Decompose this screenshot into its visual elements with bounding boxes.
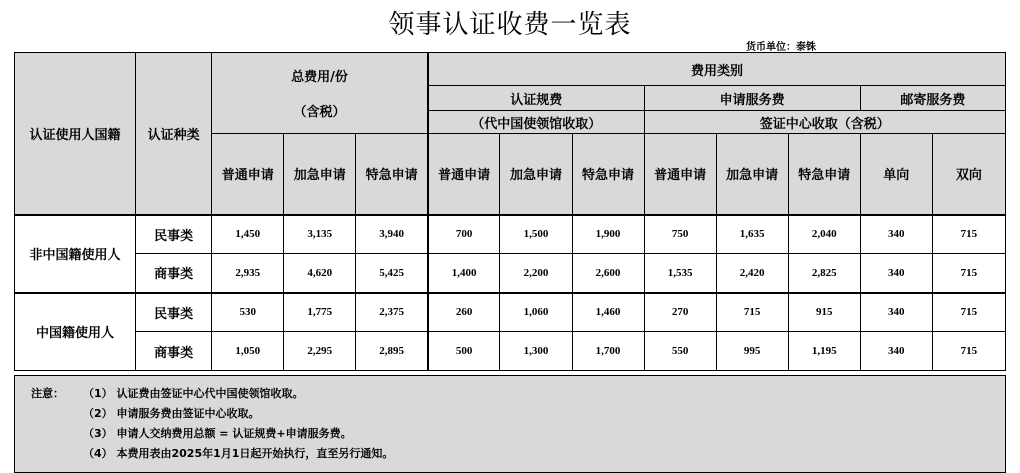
table-row	[15, 332, 1006, 371]
header-fee-types: 费用类别	[428, 53, 1006, 86]
fee-cell: 715	[932, 254, 1005, 293]
fee-cell: 270	[644, 293, 716, 332]
fee-cell: 715	[932, 215, 1005, 254]
fee-cell: 1,450	[212, 215, 284, 254]
currency-unit: 货币单位：泰铢	[746, 42, 816, 53]
note-line: （2） 申请服务费由签证中心收取。	[83, 407, 260, 420]
fee-cell: 340	[860, 332, 932, 371]
fee-cell: 340	[860, 254, 932, 293]
fee-cell: 1,060	[500, 293, 572, 332]
header-service-express: 特急申请	[788, 134, 860, 215]
header-total-urgent: 加急申请	[284, 134, 356, 215]
fee-cell: 2,375	[356, 293, 428, 332]
fee-cell: 3,940	[356, 215, 428, 254]
fee-cell: 715	[932, 293, 1005, 332]
fee-cell: 3,135	[284, 215, 356, 254]
fee-cell: 2,200	[500, 254, 572, 293]
table-row	[15, 254, 1006, 293]
header-total-line1: 总费用/份	[291, 70, 348, 85]
table-row	[15, 293, 1006, 332]
fee-cell: 500	[428, 332, 500, 371]
header-service-fee: 申请服务费	[644, 86, 860, 111]
fee-cell: 1,775	[284, 293, 356, 332]
note-line: （1） 认证费由签证中心代中国使领馆收取。	[83, 387, 304, 400]
header-total-line2: （含税）	[293, 105, 346, 120]
fee-cell: 915	[788, 293, 860, 332]
fee-cell: 2,040	[788, 215, 860, 254]
fee-cell: 340	[860, 215, 932, 254]
notes-label: 注意：	[31, 387, 64, 400]
fee-cell: 995	[716, 332, 788, 371]
category-cell: 民事类	[136, 215, 212, 254]
header-cert-urgent: 加急申请	[500, 134, 572, 215]
fee-cell: 1,500	[500, 215, 572, 254]
fee-cell: 1,300	[500, 332, 572, 371]
nationality-group: 非中国籍使用人	[15, 215, 136, 293]
header-total	[212, 53, 428, 134]
fee-cell: 1,700	[572, 332, 644, 371]
fee-cell: 1,900	[572, 215, 644, 254]
fee-cell: 4,620	[284, 254, 356, 293]
category-cell: 商事类	[136, 254, 212, 293]
header-service-normal: 普通申请	[644, 134, 716, 215]
category-cell: 商事类	[136, 332, 212, 371]
note-line: （3） 申请人交纳费用总额 = 认证规费+申请服务费。	[83, 427, 352, 440]
note-line: （4） 本费用表由2025年1月1日起开始执行，直至另行通知。	[83, 447, 394, 460]
header-cert-express: 特急申请	[572, 134, 644, 215]
header-one-way: 单向	[860, 134, 932, 215]
notes-box	[14, 375, 1006, 473]
fee-cell: 2,895	[356, 332, 428, 371]
fee-cell: 1,050	[212, 332, 284, 371]
fee-cell: 715	[932, 332, 1005, 371]
header-cert-fee-note: （代中国使领馆收取）	[428, 111, 644, 134]
fee-cell: 2,295	[284, 332, 356, 371]
page-title: 领事认证收费一览表	[388, 10, 632, 40]
header-postal-fee: 邮寄服务费	[860, 86, 1005, 111]
fee-cell: 1,400	[428, 254, 500, 293]
fee-cell: 715	[716, 293, 788, 332]
fee-cell: 750	[644, 215, 716, 254]
fee-cell: 530	[212, 293, 284, 332]
nationality-group: 中国籍使用人	[15, 293, 136, 371]
header-cert-normal: 普通申请	[428, 134, 500, 215]
fee-cell: 2,825	[788, 254, 860, 293]
fee-cell: 550	[644, 332, 716, 371]
category-cell: 民事类	[136, 293, 212, 332]
fee-cell: 1,535	[644, 254, 716, 293]
fee-cell: 2,935	[212, 254, 284, 293]
fee-cell: 2,600	[572, 254, 644, 293]
fee-cell: 1,635	[716, 215, 788, 254]
fee-cell: 2,420	[716, 254, 788, 293]
header-category: 认证种类	[136, 53, 212, 215]
table-row	[15, 215, 1006, 254]
header-service-urgent: 加急申请	[716, 134, 788, 215]
header-service-note: 签证中心收取（含税）	[644, 111, 1005, 134]
fee-cell: 1,460	[572, 293, 644, 332]
fee-cell: 340	[860, 293, 932, 332]
fee-cell: 260	[428, 293, 500, 332]
fee-cell: 1,195	[788, 332, 860, 371]
fee-cell: 700	[428, 215, 500, 254]
fee-cell: 5,425	[356, 254, 428, 293]
header-nationality: 认证使用人国籍	[15, 53, 136, 215]
fee-table	[14, 52, 1006, 371]
header-two-way: 双向	[932, 134, 1005, 215]
header-cert-fee: 认证规费	[428, 86, 644, 111]
header-total-express: 特急申请	[356, 134, 428, 215]
header-total-normal: 普通申请	[212, 134, 284, 215]
